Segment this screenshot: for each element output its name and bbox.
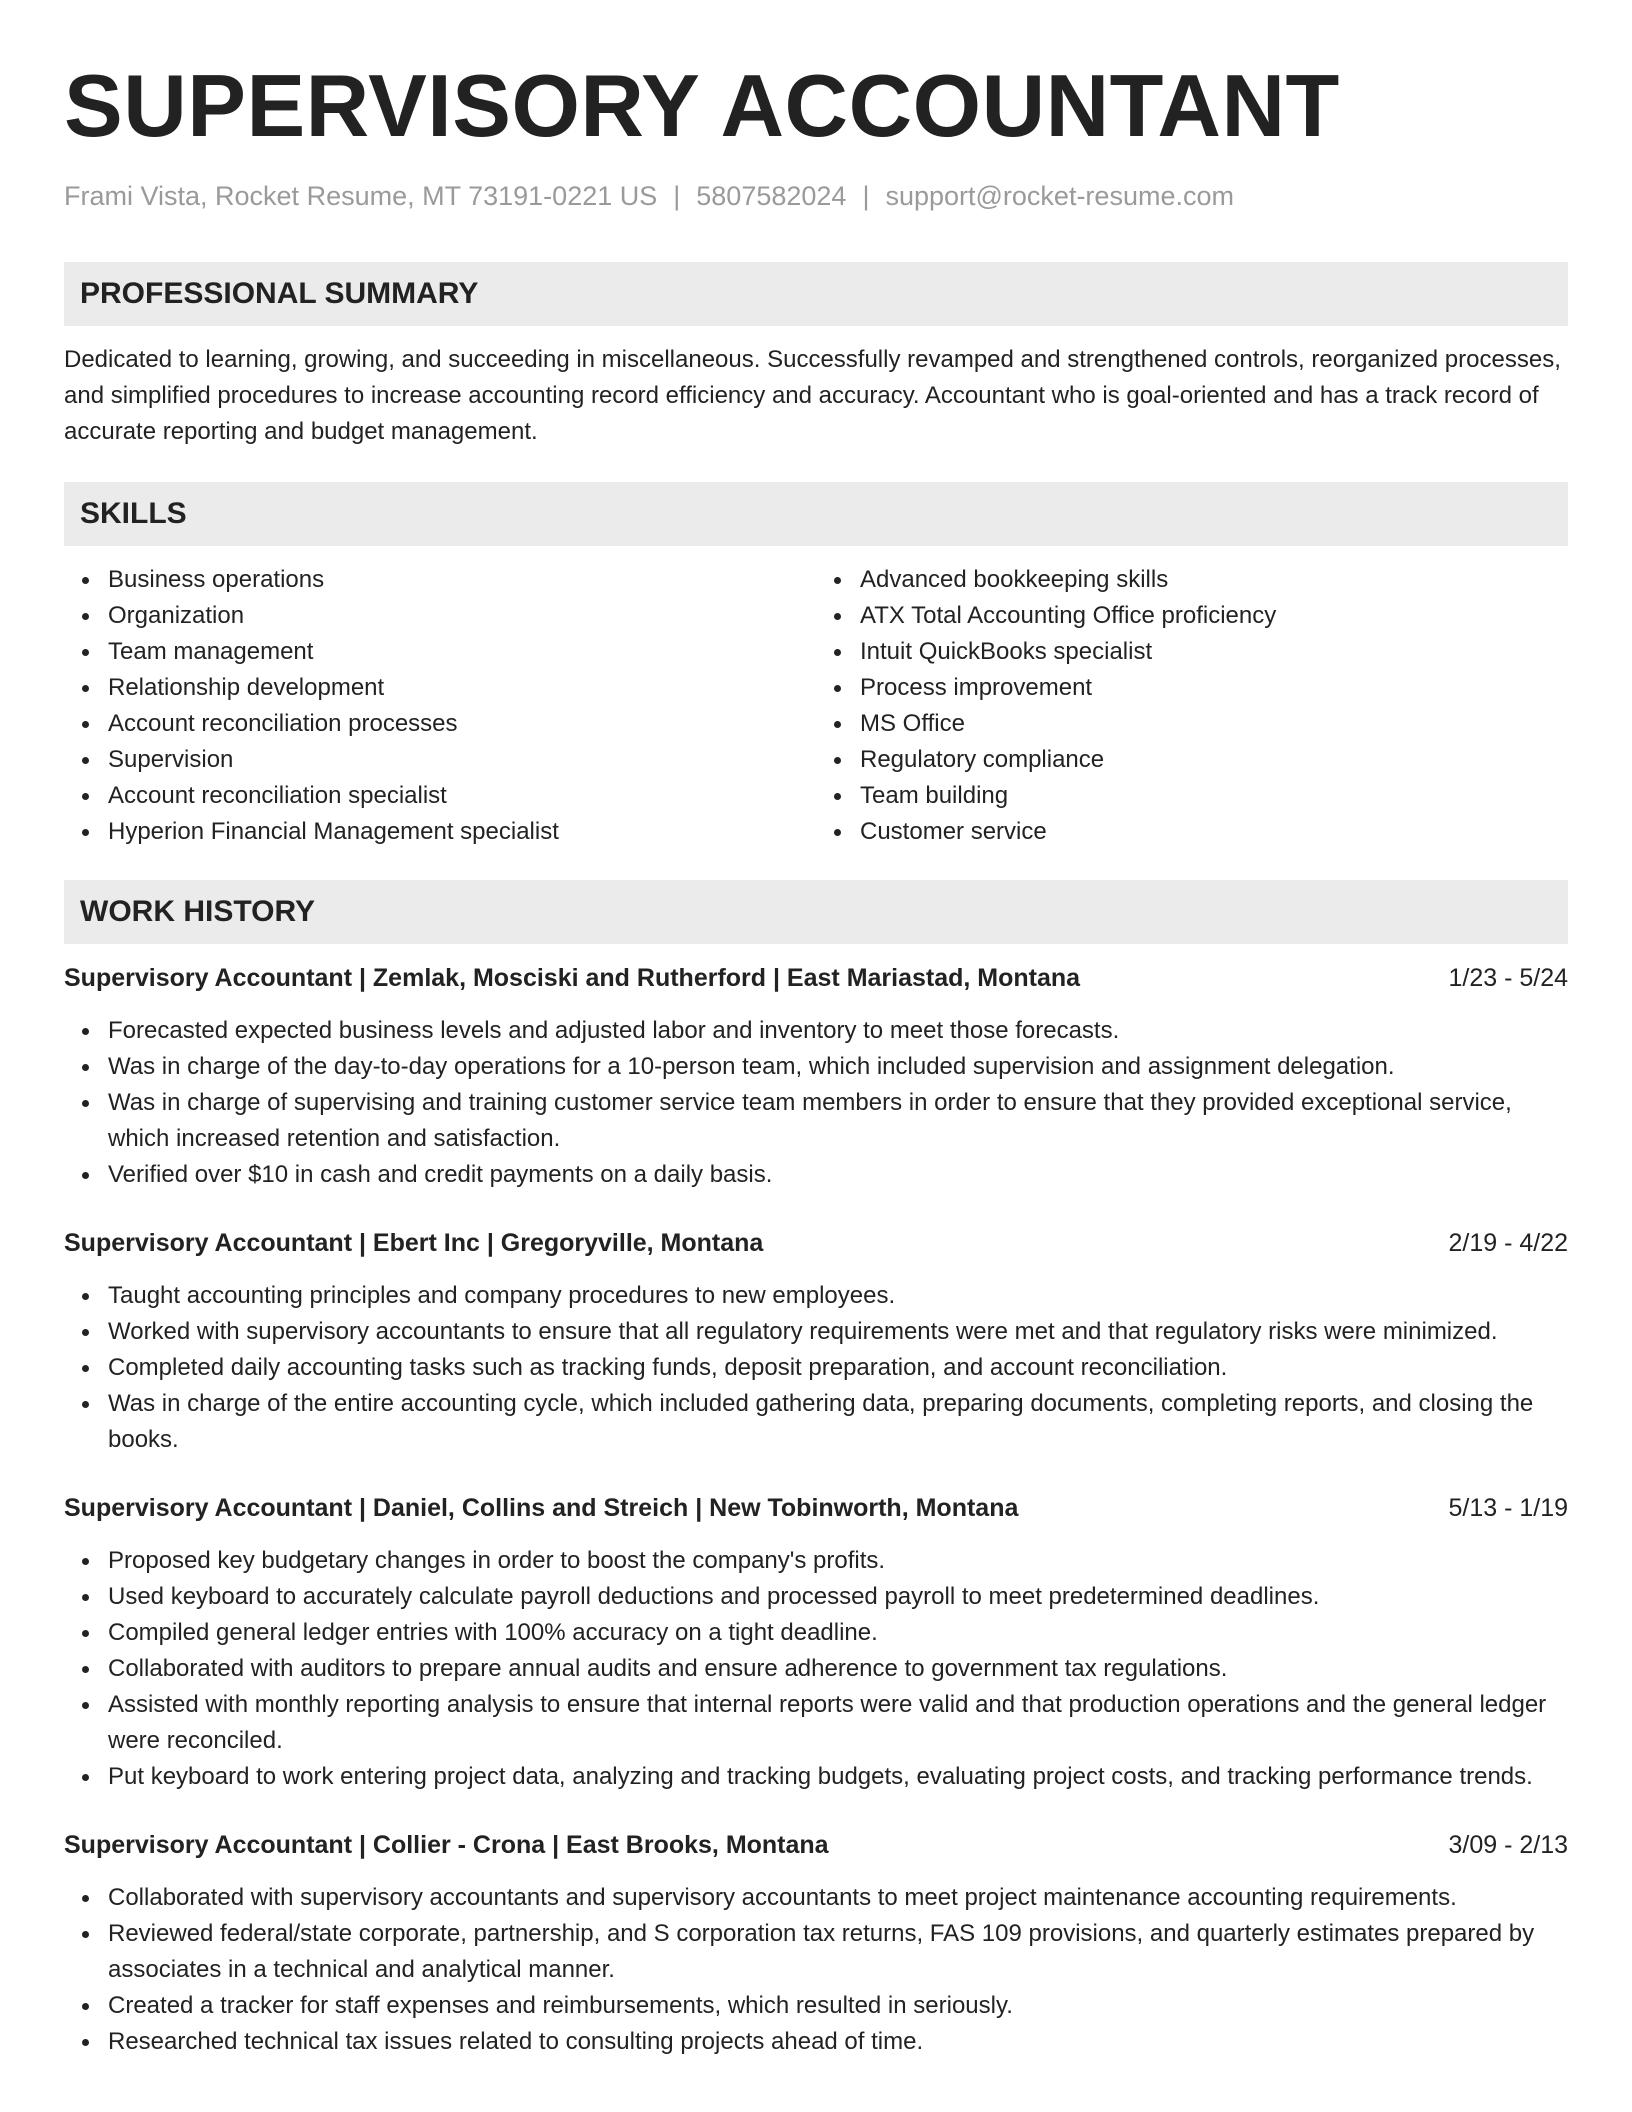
contact-separator: | <box>673 181 681 211</box>
skills-section <box>64 482 1568 850</box>
skills-column-left <box>64 562 816 850</box>
skill-item: Hyperion Financial Management specialist <box>108 814 816 850</box>
skill-item: ATX Total Accounting Office proficiency <box>860 598 1568 634</box>
job-bullet: Was in charge of the day-to-day operations for a 10-person team, which included supervision and assignment delegation. <box>108 1049 1568 1085</box>
job-dates: 1/23 - 5/24 <box>1448 964 1568 992</box>
summary-section <box>64 262 1568 450</box>
job-bullet: Taught accounting principles and company procedures to new employees. <box>108 1278 1568 1314</box>
job-entry <box>64 1490 1568 1795</box>
job-bullet: Forecasted expected business levels and adjusted labor and inventory to meet those forecasts. <box>108 1013 1568 1049</box>
job-bullet: Researched technical tax issues related to consulting projects ahead of time. <box>108 2024 1568 2060</box>
work-history-section <box>64 880 1568 2060</box>
job-bullet: Was in charge of supervising and training customer service team members in order to ensure that they provided exceptional service, which increased retention and satisfaction. <box>108 1085 1568 1157</box>
job-entry <box>64 1827 1568 2060</box>
skill-item: Organization <box>108 598 816 634</box>
skills-list <box>64 562 1568 850</box>
job-title: Supervisory Accountant | Zemlak, Mosciski and Rutherford | East Mariastad, Montana <box>64 964 1081 992</box>
skill-item: Account reconciliation processes <box>108 706 816 742</box>
job-dates: 3/09 - 2/13 <box>1448 1831 1568 1859</box>
job-bullet: Assisted with monthly reporting analysis to ensure that internal reports were valid and that production operations and the general ledger were reconciled. <box>108 1687 1568 1759</box>
job-bullets <box>64 1013 1568 1193</box>
candidate-name: SUPERVISORY ACCOUNTANT <box>64 56 1340 155</box>
job-title: Supervisory Accountant | Collier - Crona | East Brooks, Montana <box>64 1831 829 1859</box>
skill-item: Team building <box>860 778 1568 814</box>
job-bullets <box>64 1278 1568 1458</box>
job-bullet: Was in charge of the entire accounting cycle, which included gathering data, preparing documents, completing reports, and closing the books. <box>108 1386 1568 1458</box>
skill-item: Relationship development <box>108 670 816 706</box>
job-bullets <box>64 1543 1568 1795</box>
skill-item: Account reconciliation specialist <box>108 778 816 814</box>
job-header <box>64 1827 1568 1863</box>
skill-item: Customer service <box>860 814 1568 850</box>
job-bullet: Worked with supervisory accountants to ensure that all regulatory requirements were met and that regulatory risks were minimized. <box>108 1314 1568 1350</box>
skill-item: Advanced bookkeeping skills <box>860 562 1568 598</box>
job-bullet: Proposed key budgetary changes in order to boost the company's profits. <box>108 1543 1568 1579</box>
contact-email: support@rocket-resume.com <box>885 181 1234 211</box>
skill-item: Regulatory compliance <box>860 742 1568 778</box>
job-dates: 5/13 - 1/19 <box>1448 1494 1568 1522</box>
skill-item: Supervision <box>108 742 816 778</box>
job-bullet: Created a tracker for staff expenses and reimbursements, which resulted in seriously. <box>108 1988 1568 2024</box>
skill-item: Intuit QuickBooks specialist <box>860 634 1568 670</box>
job-header <box>64 1490 1568 1526</box>
job-bullet: Collaborated with supervisory accountants and supervisory accountants to meet project maintenance accounting requirements. <box>108 1880 1568 1916</box>
job-bullet: Completed daily accounting tasks such as tracking funds, deposit preparation, and account reconciliation. <box>108 1350 1568 1386</box>
job-header <box>64 1225 1568 1261</box>
job-title: Supervisory Accountant | Daniel, Collins and Streich | New Tobinworth, Montana <box>64 1494 1019 1522</box>
job-bullet: Put keyboard to work entering project data, analyzing and tracking budgets, evaluating project costs, and tracking performance trends. <box>108 1759 1568 1795</box>
skills-column-right <box>816 562 1568 850</box>
skill-item: Team management <box>108 634 816 670</box>
summary-text: Dedicated to learning, growing, and succeeding in miscellaneous. Successfully revamped and strengthened controls, reorganized processes, and simplified procedures to increase accounting record efficiency and accuracy. Accountant who is goal-oriented and has a track record of accurate reporting and budget management. <box>64 346 1561 445</box>
summary-heading: PROFESSIONAL SUMMARY <box>64 262 1568 326</box>
job-title: Supervisory Accountant | Ebert Inc | Gregoryville, Montana <box>64 1229 764 1257</box>
job-bullets <box>64 1880 1568 2060</box>
contact-address: Frami Vista, Rocket Resume, MT 73191-0221 US <box>64 181 658 211</box>
job-entry <box>64 960 1568 1193</box>
contact-separator: | <box>862 181 870 211</box>
job-dates: 2/19 - 4/22 <box>1448 1229 1568 1257</box>
job-bullet: Verified over $10 in cash and credit payments on a daily basis. <box>108 1157 1568 1193</box>
job-bullet: Reviewed federal/state corporate, partnership, and S corporation tax returns, FAS 109 provisions, and quarterly estimates prepared by associates in a technical and analytical manner. <box>108 1916 1568 1988</box>
job-bullet: Collaborated with auditors to prepare annual audits and ensure adherence to government tax regulations. <box>108 1651 1568 1687</box>
skill-item: Business operations <box>108 562 816 598</box>
skill-item: Process improvement <box>860 670 1568 706</box>
job-bullet: Compiled general ledger entries with 100% accuracy on a tight deadline. <box>108 1615 1568 1651</box>
skill-item: MS Office <box>860 706 1568 742</box>
contact-line <box>64 178 1568 214</box>
skills-heading: SKILLS <box>64 482 1568 546</box>
job-entry <box>64 1225 1568 1458</box>
job-header <box>64 960 1568 996</box>
contact-phone: 5807582024 <box>696 181 847 211</box>
work-history-heading: WORK HISTORY <box>64 880 1568 944</box>
job-bullet: Used keyboard to accurately calculate payroll deductions and processed payroll to meet predetermined deadlines. <box>108 1579 1568 1615</box>
